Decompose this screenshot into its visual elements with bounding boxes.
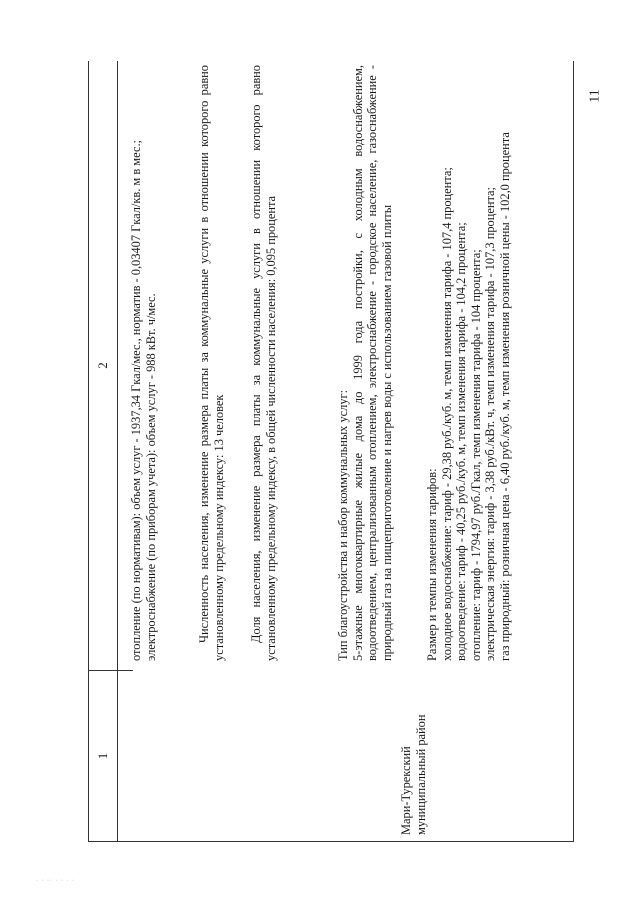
housing-type xyxy=(336,65,394,661)
housing-type-text: 5-этажные многоквартирные жилые дома до 1999 года постройки, с холодным водоснабжением, водоотведением, централизованным отоплением, электроснабжение - городское население, газоснабжение - природный газ на пищеприготовление и нагрев воды с использованием газовой плиты xyxy=(350,65,394,661)
scan-artifact: · · ·· · · · · xyxy=(36,878,75,884)
tariff-item: газ природный: розничная цена - 6,40 руб./куб. м, темп изменения розничной цены - 102,0 процента xyxy=(497,132,512,661)
tariff-table xyxy=(88,61,574,842)
population-count-text: Численность населения, изменение размера платы за коммунальные услуги в отношении которого равно установленному предельному индексу: 13 человек xyxy=(197,65,226,661)
column-divider xyxy=(89,670,133,671)
tariff-item: холодное водоснабжение: тариф - 29,38 руб./куб. м, темп изменения тарифа - 107,4 процента; xyxy=(439,167,454,661)
heating-electricity-volumes xyxy=(129,65,158,661)
column-header-2: 2 xyxy=(89,61,118,670)
tariffs-title: Размер и темпы изменения тарифов: xyxy=(425,468,439,661)
district-name: Мари-Турекский муниципальный район xyxy=(399,714,428,835)
population-count xyxy=(197,65,226,661)
population-share-text: Доля населения, изменение размера платы за коммунальные услуги в отношении которого равно установленному предельному индексу, в общей численности населения: 0,095 процента xyxy=(249,65,278,661)
population-share xyxy=(249,65,278,661)
column-header-1: 1 xyxy=(89,670,118,841)
housing-type-title: Тип благоустройства и набор коммунальных услуг: xyxy=(336,389,350,661)
electricity-volume-text: электроснабжение (по приборам учета): объем услуг - 988 кВт. ч/мес. xyxy=(143,293,158,661)
tariffs xyxy=(425,65,513,661)
rotated-table-frame xyxy=(88,62,572,842)
page-number: 11 xyxy=(587,89,603,103)
tariff-item: водоотведение: тариф - 40,25 руб./куб. м, темп изменения тарифа - 104,2 процента; xyxy=(454,222,469,661)
tariff-item: электрическая энергия: тариф - 3,38 руб./кВт. ч, темп изменения тарифа - 107,3 процента; xyxy=(483,187,498,661)
heating-volume-text: отопление (по нормативам): объем услуг - 1937,34 Гкал/мес., норматив - 0,03407 Гкал/кв. м в мес.; xyxy=(129,140,143,661)
tariff-item: отопление: тариф - 1794,97 руб./Гкал, темп изменения тарифа - 104 процента; xyxy=(468,249,483,661)
